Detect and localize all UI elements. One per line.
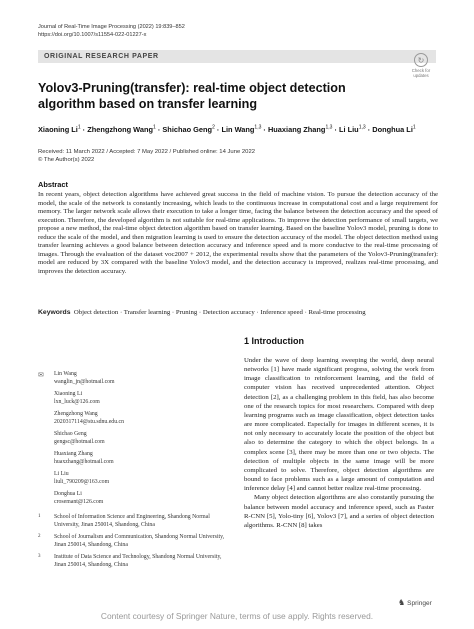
- journal-citation: Journal of Real-Time Image Processing (2022) 19:839–852: [38, 24, 185, 30]
- author-affiliation-marker: 1,3: [254, 125, 262, 131]
- author-affiliation-marker: 1,3: [358, 125, 366, 131]
- copyright-line: © The Author(s) 2022: [38, 157, 95, 163]
- springer-logo: [398, 598, 432, 607]
- author-affiliation-marker: 1: [412, 125, 416, 131]
- contact-email[interactable]: crosemant@126.com: [54, 499, 104, 505]
- footer-notice: Content courtesy of Springer Nature, terms of use apply. Rights reserved.: [100, 611, 374, 621]
- author-affiliation-marker: 1: [77, 125, 81, 131]
- affiliation-number: 3: [38, 554, 41, 559]
- affiliation-entry: [38, 553, 233, 569]
- affiliation-text: Institute of Data Science and Technology, Shandong Normal University, Jinan 250014, Shandong, China: [54, 554, 222, 568]
- contact-entry: [54, 410, 233, 426]
- affiliation-number: 2: [38, 534, 41, 539]
- author-affiliation-marker: 2: [212, 125, 215, 131]
- contact-email[interactable]: wanglin_jn@hotmail.com: [54, 379, 115, 385]
- author-name[interactable]: Huaxiang Zhang$^{1,3}$: [267, 125, 333, 135]
- check-for-updates-button[interactable]: [408, 53, 434, 79]
- author-name[interactable]: Donghua Li$^1$: [372, 125, 416, 135]
- contact-email[interactable]: 2020317114@stu.sdnu.edu.cn: [54, 419, 125, 425]
- contact-name: Xiaoning Li: [54, 391, 83, 397]
- author-name[interactable]: Li Liu$^{1,3}$: [338, 125, 366, 135]
- check-updates-icon: ↻: [414, 53, 428, 67]
- introduction-text: [244, 356, 434, 530]
- keywords: [38, 309, 438, 316]
- abstract-text: In recent years, object detection algorithms have achieved great success in the field of machine vision. To pursue the detection accuracy of the model, the scale of the network is constantly increasing, which leads to the continuous increase in computational cost and a large requirement for memory. The larger network scale allows their execution to take a longer time, facing the balance between the detection accuracy and the speed of execution. Therefore, the developed algorithm is not suitable for real-time applications. To improve the detection performance of small targets, we propose a new method, the real-time object detection algorithm based on transfer learning. Based on the baseline Yolov3 model, pruning is done to reduce the scale of the model, and then migration learning is used to ensure the detection accuracy of the model. The object detection method using transfer learning achieves a good balance between detection accuracy and inference speed and is more conducive to the real-time processing of images. Through the evaluation of the dataset voc2007 + 2012, the experimental results show that the parameters of the Yolov3-Pruning(transfer): model are reduced by 3X compared with the baseline Yolov3 model, and the detection accuracy is improved, realizes real-time processing, and improves the detection accuracy.: [38, 191, 438, 275]
- affiliation-text: School of Journalism and Communication, Shandong Normal University, Jinan 250014, Shandong, China: [54, 534, 225, 548]
- contact-email[interactable]: liuli_790209@163.com: [54, 479, 110, 485]
- contact-name: Lin Wang: [54, 371, 77, 377]
- doi-link[interactable]: https://doi.org/10.1007/s11554-022-01227-x: [38, 32, 147, 38]
- affiliation-entry: [38, 513, 233, 529]
- contact-entry: [54, 470, 233, 486]
- journal-header: [38, 23, 185, 39]
- section-heading-introduction: 1 Introduction: [244, 336, 304, 346]
- paper-title: Yolov3-Pruning(transfer): real-time object detection algorithm based on transfer learning: [38, 81, 346, 111]
- intro-paragraph: Many object detection algorithms are also constantly pursuing the balance between model accuracy and inference speed, such as Faster R-CNN [5], Yolo-tiny [6], Yolov3 [7], and a series of object detection algorithms. R-CNN [8] takes: [244, 494, 434, 529]
- contact-entry: [54, 490, 233, 506]
- dates-line: Received: 11 March 2022 / Accepted: 7 May 2022 / Published online: 14 June 2022: [38, 149, 256, 155]
- contact-entry: [54, 430, 233, 446]
- check-updates-label: Check for updates: [411, 68, 431, 78]
- author-name[interactable]: Zhengzhong Wang$^1$: [87, 125, 156, 135]
- affiliation-text: School of Information Science and Engineering, Shandong Normal University, Jinan 250014, Shandong, China: [54, 514, 210, 528]
- article-type-banner: [38, 50, 436, 63]
- correspondence-block: [38, 370, 233, 573]
- contact-name: Shichao Geng: [54, 431, 87, 437]
- affiliation-number: 1: [38, 514, 41, 519]
- keywords-text: Object detection · Transfer learning · Pruning · Detection accuracy · Inference speed · Real-time processing: [73, 309, 366, 316]
- author-affiliation-marker: 1,3: [325, 125, 333, 131]
- contact-name: Huaxiang Zhang: [54, 451, 93, 457]
- author-name[interactable]: Xiaoning Li$^1$: [38, 125, 81, 135]
- affiliation-entry: [38, 533, 233, 549]
- author-name[interactable]: Lin Wang$^{1,3}$: [221, 125, 262, 135]
- envelope-icon: ✉: [38, 371, 44, 379]
- springer-label: Springer: [407, 600, 432, 607]
- contact-email[interactable]: huaxzhang@hotmail.com: [54, 459, 114, 465]
- author-name[interactable]: Shichao Geng$^2$: [162, 125, 215, 135]
- keywords-label: Keywords: [38, 309, 71, 316]
- contact-name: Donghua Li: [54, 491, 82, 497]
- author-list: Xiaoning $Li^1$ · Zhengzhong Wang$^1$ · Shichao Geng$^2$ · Lin Wang$^{1,3}$ · Huaxiang Zhang$^{1,3}$ · Li Liu$^{1,3}$ · Donghua Li$^1$: [38, 125, 416, 135]
- contact-name: Zhengzhong Wang: [54, 411, 98, 417]
- article-type-label: ORIGINAL RESEARCH PAPER: [44, 52, 159, 60]
- intro-paragraph: Under the wave of deep learning sweeping the world, deep neural networks [1] have made significant progress, solving the work from image classification to reinforcement learning, and the field of computer vision has received unprecedented attention. Object detection [2], as a challenging problem in this field, has also become one of the research topics for most researchers. Compared with deep learning programs such as image classification, object detection tasks are more complicated. Especially for images in different scenes, it is not only necessary to accurately locate the position of the object but also to determine the category to which the object belongs. In a complex scene [3], there may be more than one or two objects. The detection of multiple objects in the same image will be more complicated to solve. Therefore, object detection algorithms are bound to face problems such as a large amount of computation and inference delay [4] and cannot better realize real-time processing.: [244, 357, 434, 493]
- author-affiliation-marker: 1: [153, 125, 156, 131]
- springer-horse-icon: ♞: [398, 598, 406, 607]
- contact-entry: [54, 390, 233, 406]
- contact-entry: [54, 450, 233, 466]
- contact-email[interactable]: gengsc@hotmail.com: [54, 439, 105, 445]
- contact-email[interactable]: lxn_luck@126.com: [54, 399, 100, 405]
- abstract-heading: Abstract: [38, 180, 68, 189]
- publication-dates: [38, 148, 255, 164]
- contact-entry: [54, 370, 233, 386]
- contact-name: Li Liu: [54, 471, 69, 477]
